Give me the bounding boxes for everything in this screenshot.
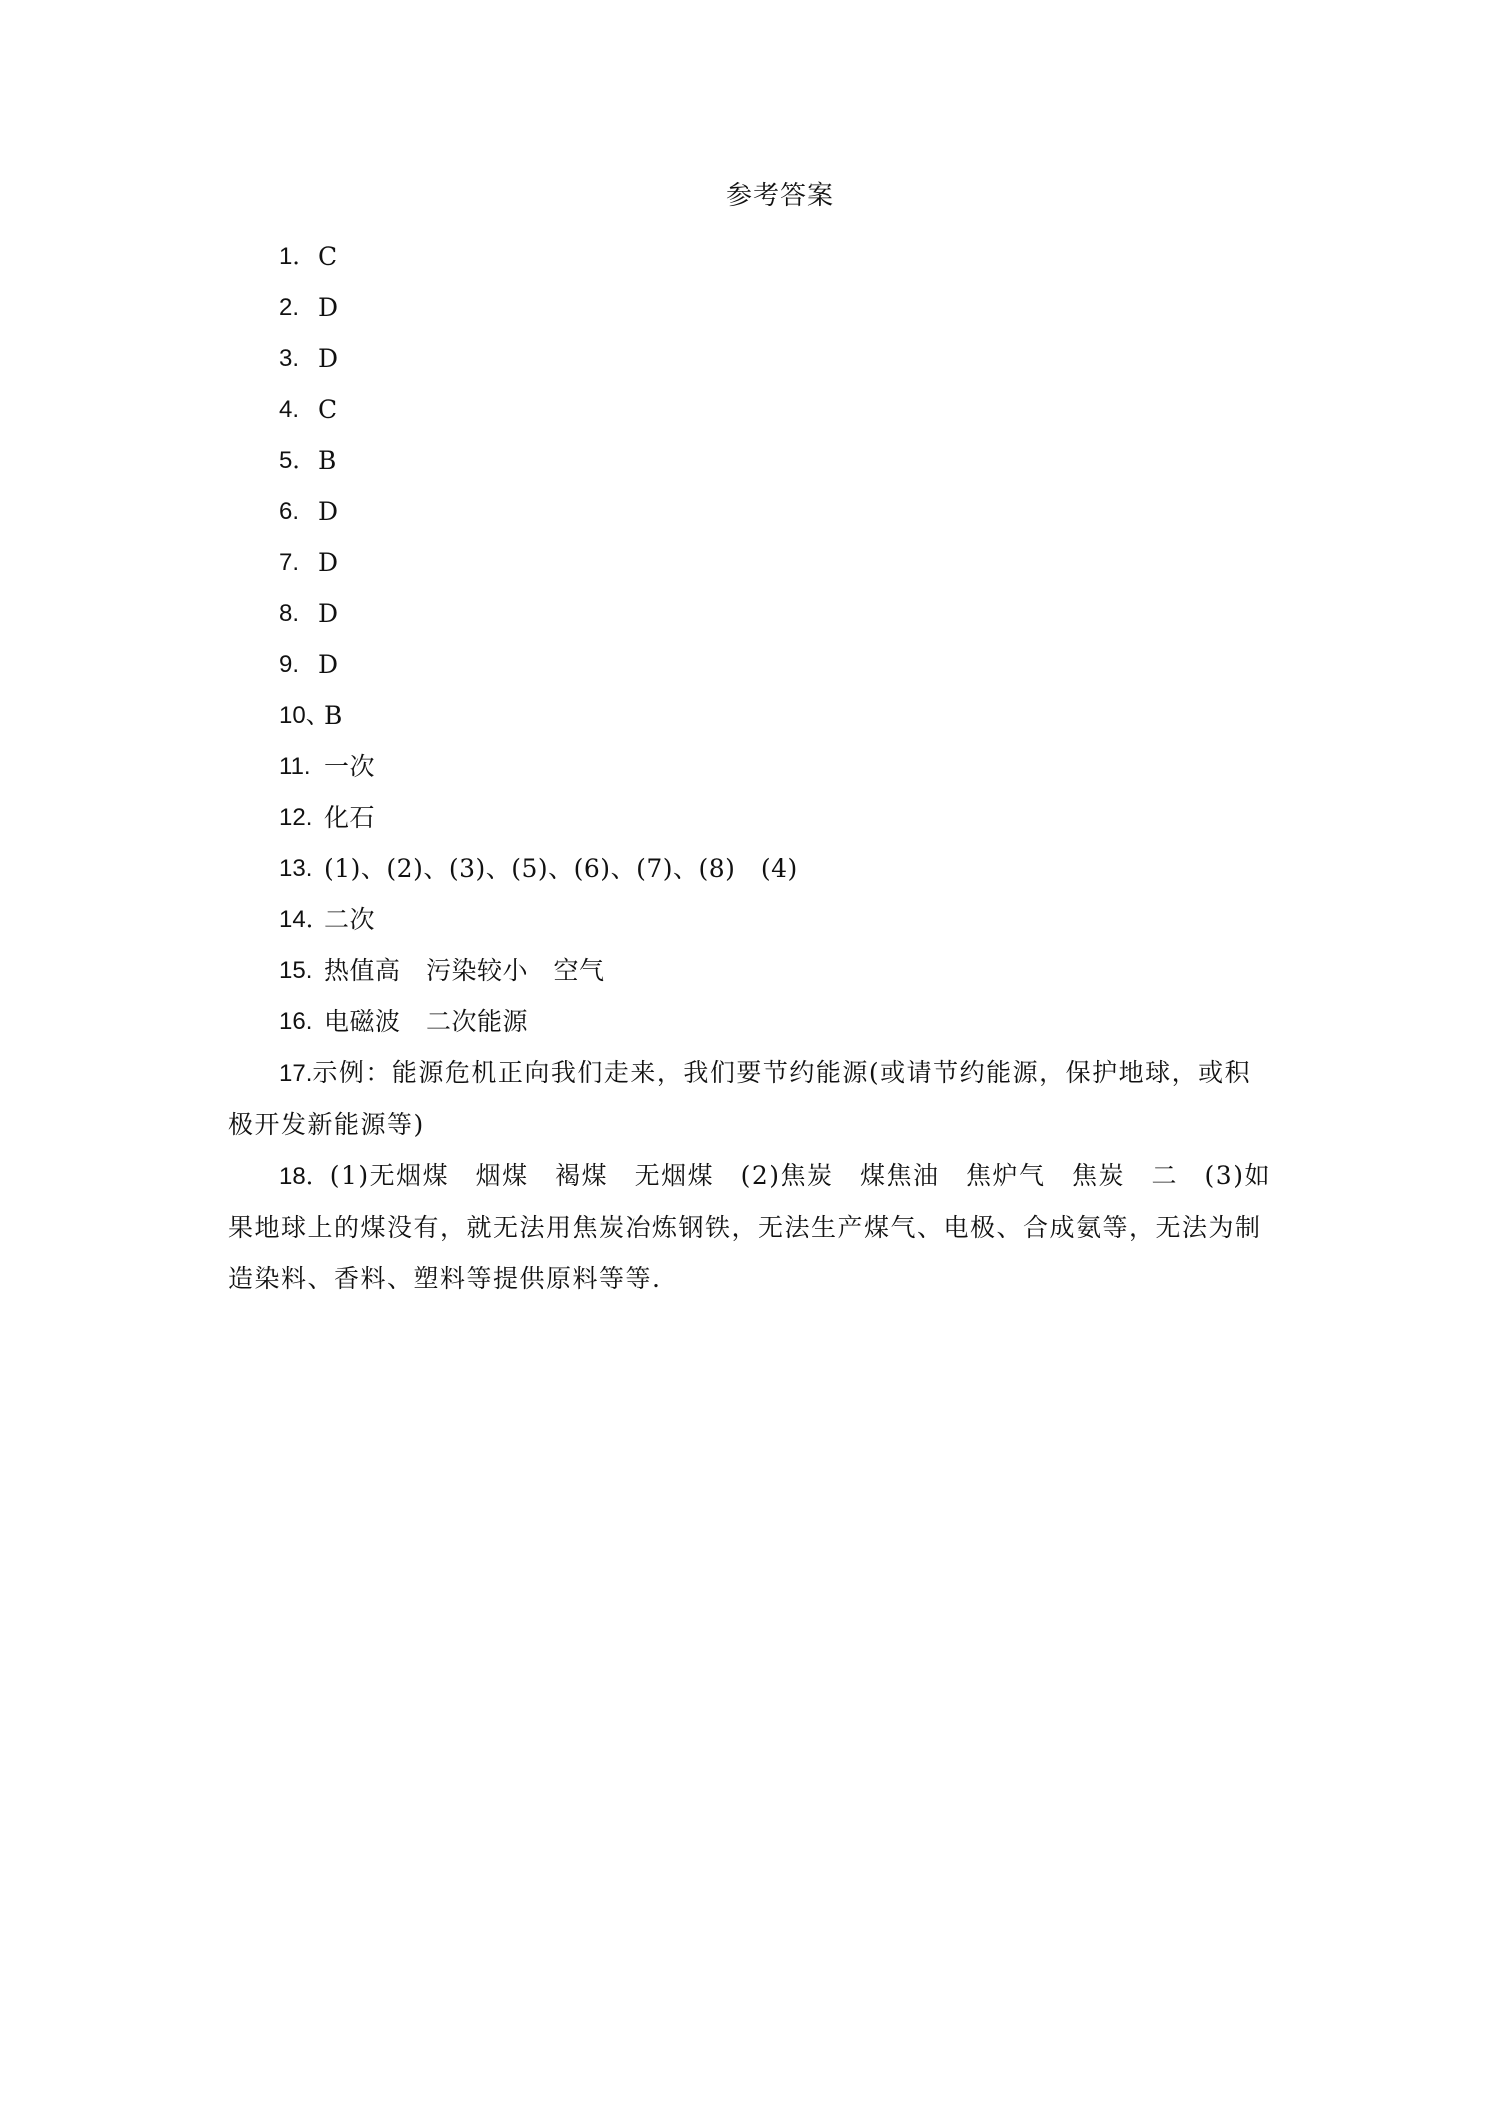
page-title: 参考答案 [725, 181, 834, 211]
answer-number: 8. [279, 600, 300, 627]
answer-item-16 [228, 996, 1274, 1047]
answer-item-6 [228, 486, 1274, 537]
answer-text: 二次 [324, 905, 376, 934]
answer-number: 1． [279, 243, 317, 270]
answer-text: D [318, 344, 339, 373]
answer-item-2 [228, 282, 1274, 333]
answer-text: 示例：能源危机正向我们走来，我们要节约能源(或请节约能源，保护地球，或积极开发新能源等) [228, 1058, 1252, 1139]
answer-number: 17. [279, 1060, 313, 1087]
answer-number: 9. [279, 651, 300, 678]
answer-list [228, 231, 1274, 1304]
answer-item-10 [228, 690, 1274, 741]
answer-number: 18． [279, 1163, 330, 1190]
answer-item-11 [228, 741, 1274, 792]
answer-number: 7. [279, 549, 300, 576]
answer-item-14 [228, 894, 1274, 945]
answer-text: C [318, 242, 338, 271]
answer-item-4 [228, 384, 1274, 435]
answer-item-12 [228, 792, 1274, 843]
answer-item-1 [228, 231, 1274, 282]
answer-item-13 [228, 843, 1274, 894]
answer-number: 13. [279, 855, 313, 882]
answer-text: B [318, 446, 337, 475]
answer-item-9 [228, 639, 1274, 690]
answer-item-17 [228, 1047, 1274, 1150]
answer-number: 6. [279, 498, 300, 525]
answer-number: 15. [279, 957, 313, 984]
answer-number: 5． [279, 447, 317, 474]
answer-text: D [318, 548, 339, 577]
answer-text: D [318, 497, 339, 526]
answer-text: C [318, 395, 338, 424]
answer-text: D [318, 650, 339, 679]
answer-text: (1)无烟煤 烟煤 褐煤 无烟煤 (2)焦炭 煤焦油 焦炉气 焦炭 二 (3)如果地球上的煤没有，就无法用焦炭冶炼钢铁，无法生产煤气、电极、合成氨等，无法为制造染料、香料、塑料等提供原料等等. [228, 1161, 1271, 1293]
answer-number: 4. [279, 396, 300, 423]
answer-text: D [318, 293, 339, 322]
answer-number: 12. [279, 804, 313, 831]
answer-item-3 [228, 333, 1274, 384]
answer-item-8 [228, 588, 1274, 639]
answer-text: 热值高 污染较小 空气 [324, 956, 605, 985]
answer-number: 11. [279, 753, 311, 780]
answer-text: 化石 [324, 803, 376, 832]
answer-number: 2. [279, 294, 300, 321]
answer-number: 16. [279, 1008, 313, 1035]
answer-text: (1)、(2)、(3)、(5)、(6)、(7)、(8) (4) [324, 854, 798, 883]
answer-text: 一次 [324, 752, 376, 781]
answer-item-7 [228, 537, 1274, 588]
answer-number: 10、 [279, 702, 330, 729]
answer-number: 3. [279, 345, 300, 372]
answer-item-5 [228, 435, 1274, 486]
answer-text: 电磁波 二次能源 [324, 1007, 529, 1036]
answer-number: 14． [279, 906, 330, 933]
answer-text: D [318, 599, 339, 628]
answer-text: B [324, 701, 343, 730]
answer-item-15 [228, 945, 1274, 996]
answer-item-18 [228, 1150, 1274, 1304]
